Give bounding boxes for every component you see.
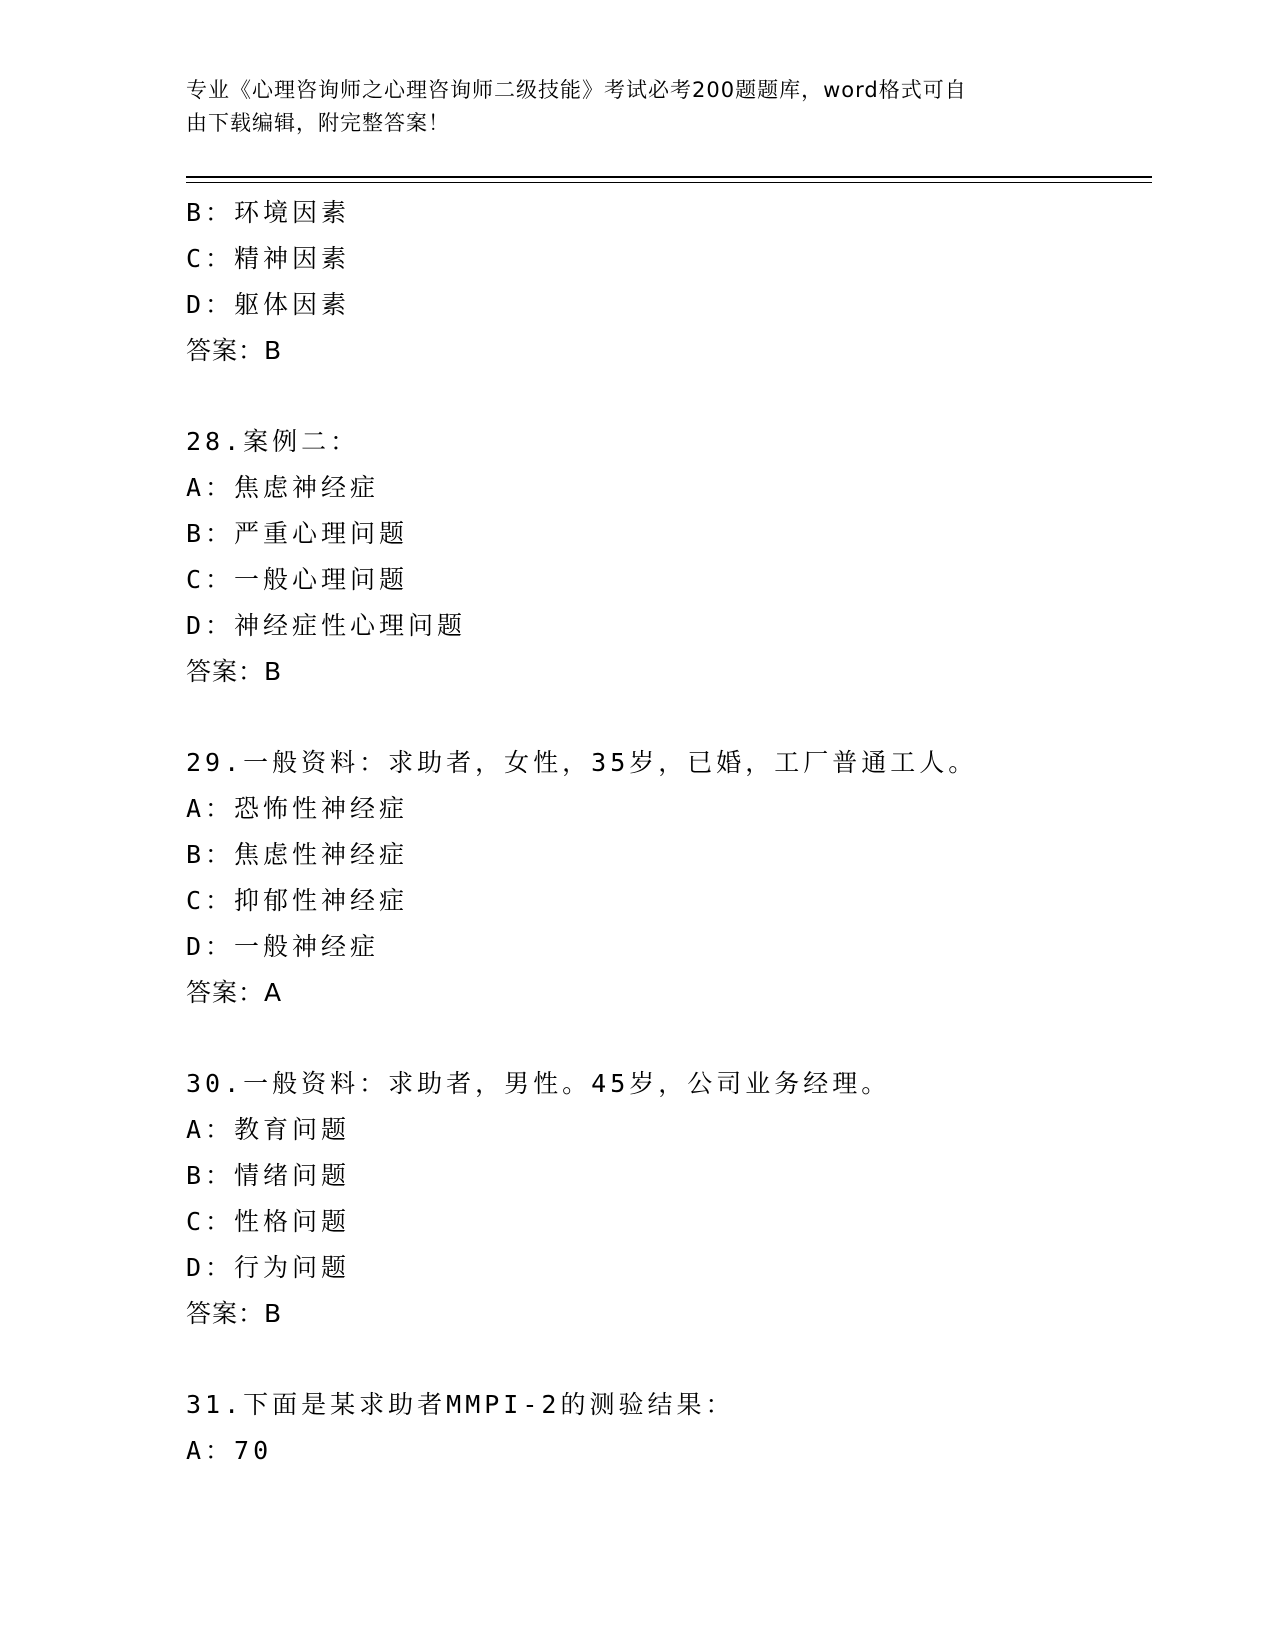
option-text: D：一般神经症 [186, 932, 380, 961]
option-text: D：躯体因素 [186, 290, 351, 319]
option-text: B：焦虑性神经症 [186, 840, 409, 869]
option-text: B：环境因素 [186, 198, 351, 227]
option-text: C：一般心理问题 [186, 565, 409, 594]
header-divider-thick [186, 176, 1152, 178]
header-divider-thin [186, 182, 1152, 183]
option-text: B：严重心理问题 [186, 519, 409, 548]
block-spacer [186, 1016, 1152, 1061]
answer-text: 答案：B [186, 336, 283, 365]
block-spacer [186, 374, 1152, 419]
option-text: A：70 [186, 1436, 273, 1465]
block-spacer [186, 695, 1152, 740]
question-text: 29.一般资料：求助者，女性，35岁，已婚，工厂普通工人。 [186, 748, 978, 777]
question-block [186, 740, 1152, 1016]
question-text: 30.一般资料：求助者，男性。45岁，公司业务经理。 [186, 1069, 891, 1098]
option-text: D：神经症性心理问题 [186, 611, 467, 640]
document-header [186, 74, 1066, 140]
option-text: B：情绪问题 [186, 1161, 351, 1190]
option-text: A：焦虑神经症 [186, 473, 380, 502]
option-text: C：性格问题 [186, 1207, 351, 1236]
question-text: 28.案例二： [186, 427, 360, 456]
option-text: C：抑郁性神经症 [186, 886, 409, 915]
option-text: A：恐怖性神经症 [186, 794, 409, 823]
question-block [186, 1382, 1152, 1474]
question-block [186, 419, 1152, 695]
option-text: A：教育问题 [186, 1115, 351, 1144]
question-block [186, 1061, 1152, 1337]
question-list [186, 190, 1152, 1474]
question-text: 31.下面是某求助者MMPI-2的测验结果： [186, 1390, 735, 1419]
header-line-1: 专业《心理咨询师之心理咨询师二级技能》考试必考200题题库，word格式可自 [186, 78, 967, 102]
answer-text: 答案：B [186, 1299, 283, 1328]
question-block [186, 190, 1152, 374]
answer-text: 答案：B [186, 657, 283, 686]
answer-text: 答案：A [186, 978, 283, 1007]
block-spacer [186, 1337, 1152, 1382]
option-text: C：精神因素 [186, 244, 351, 273]
header-line-2: 由下载编辑，附完整答案！ [186, 111, 450, 135]
option-text: D：行为问题 [186, 1253, 351, 1282]
